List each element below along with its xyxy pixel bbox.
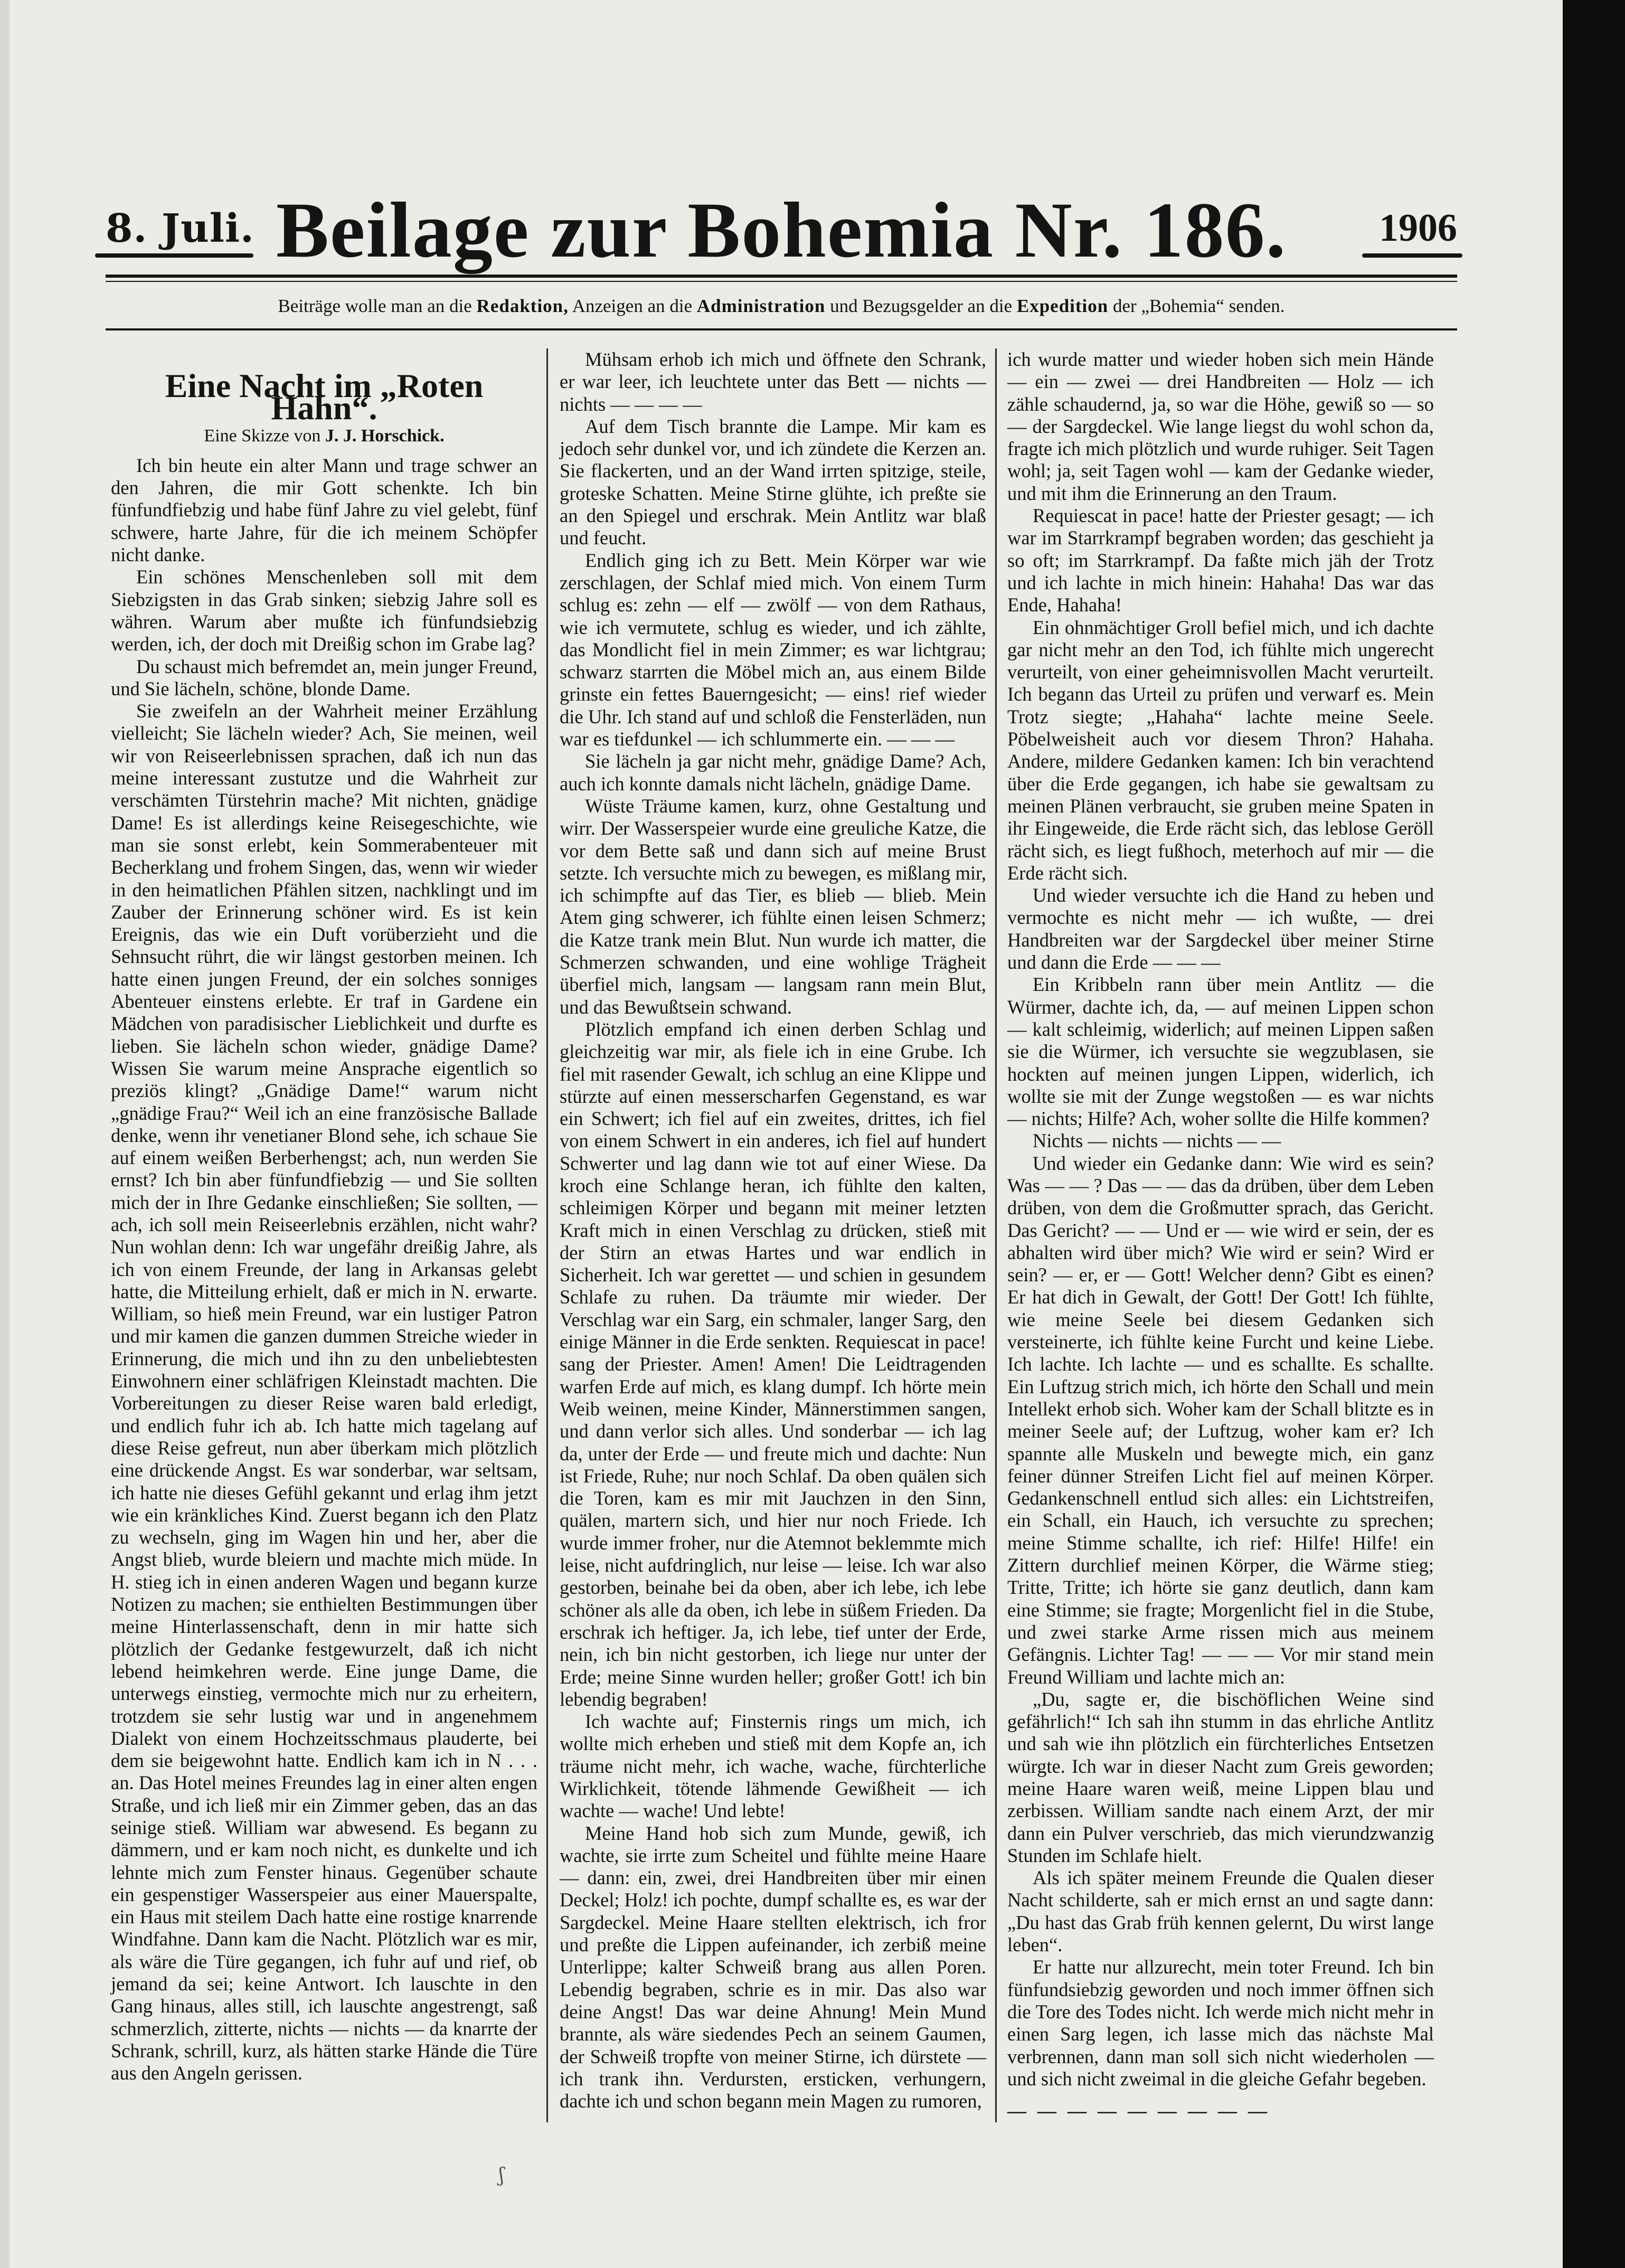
notice-text-2: Anzeigen an die bbox=[568, 296, 697, 316]
column-divider-2 bbox=[995, 348, 997, 2122]
paragraph: ich wurde matter und wieder hoben sich mein Hände — ein — zwei — drei Handbreiten — Holz — ich zähle schaudernd, ja, so war die Höhe, gewiß so — so — der Sargdeckel. Wie lange liegst du wohl schon da, fragte ich mich plötzlich und wurde ruhiger. Seit Tagen wohl; ja, seit Tagen wohl — kam der Gedanke wieder, und mit ihm die Erinnerung an den Traum. bbox=[1007, 348, 1434, 504]
paragraph: Du schaust mich befremdet an, mein junger Freund, und Sie lächeln, schöne, blonde Dame. bbox=[111, 655, 537, 700]
article-title: Eine Nacht im „Roten Hahn“. bbox=[165, 367, 484, 427]
paragraph: Wüste Träume kamen, kurz, ohne Gestaltung und wirr. Der Wasserspeier wurde eine greuliche Katze, die vor dem Bette saß und dann sich auf meine Brust setzte. Ich versuchte mich zu bewegen, es mißlang mir, ich schimpfte auf das Tier, es blieb — blieb. Mein Atem ging schwerer, ich fühlte einen leisen Schmerz; die Katze trank mein Blut. Nun wurde ich matter, die Schmerzen schwanden, und eine wohlige Trägheit überfiel mich, langsam — langsam rann mein Blut, und das Bewußtsein schwand. bbox=[560, 795, 986, 1018]
article-end-mark: — — — — — — — — — bbox=[1007, 2100, 1270, 2122]
paragraph: Mühsam erhob ich mich und öffnete den Schrank, er war leer, ich leuchtete unter das Bett — nichts — nichts — — — — bbox=[560, 348, 986, 415]
byline-prefix: Eine Skizze von bbox=[204, 426, 325, 446]
masthead bbox=[106, 174, 1457, 280]
paragraph: Meine Hand hob sich zum Munde, gewiß, ich wachte, sie irrte zum Scheitel und fühlte meine Haare — dann: ein, zwei, drei Handbreiten über mir einen Deckel; Holz! ich pochte, dumpf schallte es, es war der Sargdeckel. Meine Haare stellten elektrisch, ich fror und preßte die Lippen aufeinander, ich zerbiß meine Unterlippe; kalter Schweiß brang aus allen Poren. Lebendig begraben, schrie es in mir. Das also war deine Angst! Das war deine Ahnung! Mein Mund brannte, als wäre siedendes Pech an seinem Gaumen, der Schweiß tropfte von meiner Stirne, ich dürstete — ich trank ihn. Verdursten, ersticken, verhungern, dachte ich und schon begann mein Magen zu rumoren, bbox=[560, 1822, 986, 2112]
masthead-year: 1906 bbox=[1379, 206, 1457, 250]
notice-administration: Administration bbox=[696, 296, 826, 316]
paragraph: Ich bin heute ein alter Mann und trage schwer an den Jahren, die mir Gott schenkte. Ich bin fünfundfiebzig und habe fünf Jahre zu viel gelebt, fünf schwere, harte Jahre, für die ich meinem Schöpfer nicht danke. bbox=[111, 454, 537, 566]
paragraph: Sie lächeln ja gar nicht mehr, gnädige Dame? Ach, auch ich konnte damals nicht lächeln, gnädige Dame. bbox=[560, 750, 986, 795]
paragraph: Und wieder versuchte ich die Hand zu heben und vermochte es nicht mehr — ich wußte, — drei Handbreiten war der Sargdeckel über meiner Stirne und dann die Erde — — — bbox=[1007, 884, 1434, 974]
byline-author: J. J. Horschick. bbox=[325, 426, 445, 446]
paragraph: Er hatte nur allzurecht, mein toter Freund. Ich bin fünfundsiebzig geworden und noch immer öffnen sich die Tore des Todes nicht. Ich werde mich nicht mehr in einen Sarg legen, ich lasse mich das nächste Mal verbrennen, dann man soll sich nicht wiederholen — und sich nicht zweimal in die gleiche Gefahr begeben. bbox=[1007, 1956, 1434, 2090]
scan-dark-edge bbox=[1563, 0, 1625, 2268]
paragraph: „Du, sagte er, die bischöflichen Weine sind gefährlich!“ Ich sah ihn stumm in das ehrliche Antlitz und sah wie ihn plötzlich ein fürchterliches Entsetzen würgte. Ich war in dieser Nacht zum Greis geworden; meine Haare waren weiß, meine Lippen blau und zerbissen. William sandte nach einem Arzt, der mir dann ein Pulver verschrieb, das mich vierundzwanzig Stunden im Schlafe hielt. bbox=[1007, 1688, 1434, 1866]
notice-rule bbox=[106, 328, 1457, 330]
notice-redaktion: Redaktion, bbox=[476, 296, 569, 316]
paragraph: Ein ohnmächtiger Groll befiel mich, und ich dachte gar nicht mehr an den Tod, ich fühlte mich ungerecht verurteilt, von einer geheimnisvollen Macht verurteilt. Ich begann das Urteil zu prüfen und verwarf es. Mein Trotz siegte; „Hahaha“ lachte meine Seele. Pöbelweisheit auch vor diesem Thron? Hahaha. Andere, mildere Gedanken kamen: Ich bin verachtend über die Erde gegangen, ich habe sie gewaltsam zu meinen Plänen verbraucht, sie gruben meine Spaten in ihr Eingeweide, die Erde rächt sich, das leblose Geröll rächt sich, es liegt fußhoch, meterhoch auf mir — die Erde rächt sich. bbox=[1007, 616, 1434, 884]
notice-text-3: und Bezugsgelder an die bbox=[825, 296, 1017, 316]
page-footer-mark: ʃ bbox=[499, 2165, 504, 2186]
paragraph: Und wieder ein Gedanke dann: Wie wird es sein? Was — — ? Das — — das da drüben, über dem Leben drüben, von dem die Großmutter sprach, das Gericht. Das Gericht? — — Und er — wie wird er sein, der es abhalten wird über mich? Wie wird er sein? Wird er sein? — er, er — Gott! Welcher denn? Gibt es einen? Er hat dich in Gewalt, der Gott! Der Gott! Ich fühlte, wie meine Seele bei diesem Gedanken sich versteinerte, ich fühlte keine Furcht und keine Liebe. Ich lachte. Ich lachte — und es schallte. Es schallte. Ein Luftzug strich mich, ich hörte den Schall und mein Intellekt erhob sich. Woher kam der Schall blitzte es in meiner Seele auf; der Luftzug, woher kam er? Ich spannte alle Muskeln und bewegte mich, ein ganz feiner dünner Streifen Licht fiel auf meinen Körper. Gedankenschnell entlud sich alles: ein Lichtstreifen, ein Schall, ein Hauch, ich versuchte zu sprechen; meine Stimme schallte, ich rief: Hilfe! Hilfe! ein Zittern durchlief meinen Körper, die Wärme stieg; Tritte, Tritte; ich hörte sie ganz deutlich, dann kam eine Stimme; sie fragte; Morgenlicht fiel in die Stube, und zwei starke Arme rissen mich aus meinem Gefängnis. Lichter Tag! — — — Vor mir stand mein Freund William und lachte mich an: bbox=[1007, 1152, 1434, 1688]
scan-left-margin bbox=[0, 0, 10, 2268]
paragraph: Nichts — nichts — nichts — — bbox=[1033, 1130, 1281, 1152]
submission-notice bbox=[106, 296, 1457, 317]
masthead-rule-thin bbox=[106, 281, 1457, 282]
paragraph: Ein schönes Menschenleben soll mit dem Siebzigsten in das Grab sinken; siebzig Jahre soll es währen. Warum aber mußte ich fünfundsiebzig werden, ich, der doch mit Dreißig schon im Grabe lag? bbox=[111, 566, 537, 655]
masthead-date: 8. Juli. bbox=[106, 206, 254, 251]
year-underline bbox=[1362, 253, 1462, 258]
article-column-3 bbox=[1007, 348, 1434, 2122]
paragraph: Als ich später meinem Freunde die Qualen dieser Nacht schilderte, sah er mich ernst an und sagte dann: „Du hast das Grab früh kennen gelernt, Du wirst lange leben“. bbox=[1007, 1867, 1434, 1956]
notice-text-4: der „Bohemia“ senden. bbox=[1108, 296, 1285, 316]
paragraph: Endlich ging ich zu Bett. Mein Körper war wie zerschlagen, der Schlaf mied mich. Von einem Turm schlug es: zehn — elf — zwölf — von dem Rathaus, wie ich vermutete, schlug es wieder, und ich zählte, das Mondlicht fiel in mein Zimmer; es war lichtgrau; schwarz starrten die Möbel mich an, aus einem Bilde grinste ein fettes Bauerngesicht; — eins! rief wieder die Uhr. Ich stand auf und schloß die Fensterläden, nun war es tiefdunkel — ich schlummerte ein. — — — bbox=[560, 549, 986, 750]
notice-expedition: Expedition bbox=[1016, 296, 1109, 316]
article-column-2 bbox=[560, 348, 986, 2112]
paragraph: Requiescat in pace! hatte der Priester gesagt; — ich war im Starrkrampf begraben worden; das geschieht ja so oft; im Starrkrampf. Da faßte mich jäh der Trotz und ich lachte in mich hinein: Hahaha! Das war das Ende, Hahaha! bbox=[1007, 505, 1434, 616]
paragraph: Plötzlich empfand ich einen derben Schlag und gleichzeitig war mir, als fiele ich in eine Grube. Ich fiel mit rasender Gewalt, ich schlug an eine Klippe und stürzte auf einen messerscharfen Gegenstand, es war ein Schwert; ich fiel auf ein zweites, drittes, ich fiel von einem Schwert in ein anderes, ich fiel auf hundert Schwerter und lag dann wie tot auf einer Wiese. Da kroch eine Schlange heran, ich fühlte den kalten, schleimigen Körper und begann mit meiner letzten Kraft mich in einen Verschlag zu drücken, stieß mit der Stirn an etwas Hartes und war endlich in Sicherheit. Ich war gerettet — und schien in gesundem Schlafe zu ruhen. Da träumte mir wieder. Der Verschlag war ein Sarg, ein schmaler, langer Sarg, den einige Männer in die Erde senkten. Requiescat in pace! sang der Priester. Amen! Amen! Die Leidtragenden warfen Erde auf mich, es klang dumpf. Ich hörte mein Weib weinen, meine Kinder, Männerstimmen sangen, und dann verlor sich alles. Und sonderbar — ich lag da, unter der Erde — und freute mich und dachte: Nun ist Friede, Ruhe; nur noch Schlaf. Da oben quälen sich die Toren, kam es mir mit Jauchzen in den Sinn, quälen, martern sich, und hier nur noch Friede. Ich wurde immer froher, nur die Atemnot beklemmte mich leise, nicht aufdringlich, nur leise — leise. Ich war also gestorben, beinahe bei da oben, aber ich lebe, ich lebe schöner als alle da oben, ich lebe in süßem Frieden. Da erschrak ich heftiger. Ja, ich lebe, tief unter der Erde, nein, ich bin nicht gestorben, ich liege nur unter der Erde; meine Sinne wurden heller; großer Gott! ich bin lebendig begraben! bbox=[560, 1018, 986, 1710]
paragraph: Ein Kribbeln rann über mein Antlitz — die Würmer, dachte ich, da, — auf meinen Lippen schon — kalt schleimig, widerlich; auf meinen Lippen saßen sie die Würmer, ich versuchte sie wegzublasen, sie hockten auf meinen jungen Lippen, widerlich, ich wollte sie mit der Zunge wegstoßen — es war nichts — nichts; Hilfe? Ach, woher sollte die Hilfe kommen? bbox=[1007, 974, 1434, 1130]
notice-text-1: Beiträge wolle man an die bbox=[278, 296, 477, 316]
paragraph: Ich wachte auf; Finsternis rings um mich, ich wollte mich erheben und stieß mit dem Kopfe an, ich träume nicht mehr, ich wache, wache, fürchterliche Wirklichkeit, tötende lähmende Gewißheit — ich wachte — wache! Und lebte! bbox=[560, 1711, 986, 1822]
paragraph: Sie zweifeln an der Wahrheit meiner Erzählung vielleicht; Sie lächeln wieder? Ach, Sie meinen, weil wir von Reiseerlebnissen sprachen, daß ich nun das meine interessant zustutze und die Wahrheit zur verschämten Türstehrin mache? Mit nichten, gnädige Dame! Es ist allerdings keine Reisegeschichte, wie man sie sonst erlebt, kein Sommerabenteuer mit Becherklang und frohem Singen, das, wenn wir wieder in den heimatlichen Pfählen sitzen, nachklingt und im Zauber der Erinnerung schöner wird. Es ist kein Ereignis, das wie ein Duft vorüberzieht und die Sehnsucht rührt, die wir längst gestorben meinen. Ich hatte einen jungen Freund, der ein solches sonniges Abenteuer einstens erlebte. Er traf in Gardene ein Mädchen von paradisischer Lieblichkeit und durfte es lieben. Sie lächeln schon wieder, gnädige Dame? Wissen Sie warum meine Ansprache eigentlich so preziös klingt? „Gnädige Dame!“ warum nicht „gnädige Frau?“ Weil ich an eine französische Ballade denke, wenn ihr venetianer Blond sehe, ich schaue Sie auf einem weißen Berberhengst; ach, nun werden Sie ernst? Ich bin aber fünfundfiebzig — und Sie sollten mich der in Ihre Gedanke einschließen; Sie sollten, — ach, ich soll mein Reiseerlebnis erzählen, nicht wahr? Nun wohlan denn: Ich war ungefähr dreißig Jahre, als ich von einem Freunde, der lang in Arkansas gelebt hatte, die Mitteilung erhielt, daß er mich in N. erwarte. William, so hieß mein Freund, war ein lustiger Patron und mir kamen die ganzen dummen Streiche wieder in Erinnerung, die mich und ihn zu den unbeliebtesten Einwohnern einer schläfrigen Kleinstadt machten. Die Vorbereitungen zu dieser Reise waren bald erledigt, und endlich fuhr ich ab. Ich hatte mich tagelang auf diese Reise gefreut, nun aber überkam mich plötzlich eine drückende Angst. Es war sonderbar, war seltsam, ich hatte nie dieses Gefühl gekannt und erlag ihm jetzt wie ein kränkliches Kind. Zuerst begann ich den Platz zu wechseln, ging im Wagen hin und her, aber die Angst blieb, wurde bleiern und machte mich müde. In H. stieg ich in einen anderen Wagen und begann kurze Notizen zu machen; sie enthielten Bestimmungen über meine Hinterlassenschaft, denn in mir hatte sich plötzlich der Gedanke festgewurzelt, daß ich nicht lebend heimkehren werde. Eine junge Dame, die unterwegs einstieg, vermochte mich nur zu erheitern, trotzdem sie sehr lustig war und in angenehmem Dialekt von einem Hochzeitsschmaus plauderte, bei dem sie beigewohnt hatte. Endlich kam ich in N . . . an. Das Hotel meines Freundes lag in einer alten engen Straße, und ich ließ mir ein Zimmer geben, das an das seinige stieß. William war abwesend. Es begann zu dämmern, und er kam noch nicht, es dunkelte und ich lehnte mich zum Fenster hinaus. Gegenüber schaute ein gespenstiger Wasserspeier aus einer Mauerspalte, ein Haus mit steilem Dach hatte eine rostige knarrende Windfahne. Dann kam die Nacht. Plötzlich war es mir, als wäre die Türe gegangen, ich fuhr auf und rief, ob jemand da sei; keine Antwort. Ich lauschte in den Gang hinaus, alles still, ich lauschte angestrengt, saß schmerzlich, zitterte, nichts — nichts — da knarrte der Schrank, schrill, kurz, als hätten starke Hände die Türe aus den Angeln gerissen. bbox=[111, 700, 537, 2084]
masthead-rule-thick bbox=[106, 275, 1457, 278]
paragraph: Auf dem Tisch brannte die Lampe. Mir kam es jedoch sehr dunkel vor, und ich zündete die Kerzen an. Sie flackerten, und an der Wand irrten spitzige, steile, groteske Schatten. Meine Stirne glühte, ich preßte sie an den Spiegel und erschrak. Mein Antlitz war blaß und feucht. bbox=[560, 415, 986, 549]
article-column-1 bbox=[111, 348, 537, 2085]
column-divider-1 bbox=[546, 348, 548, 2122]
article-byline bbox=[111, 425, 537, 447]
date-underline bbox=[95, 253, 253, 258]
masthead-title: Beilage zur Bohemia Nr. 186. bbox=[276, 186, 1287, 274]
